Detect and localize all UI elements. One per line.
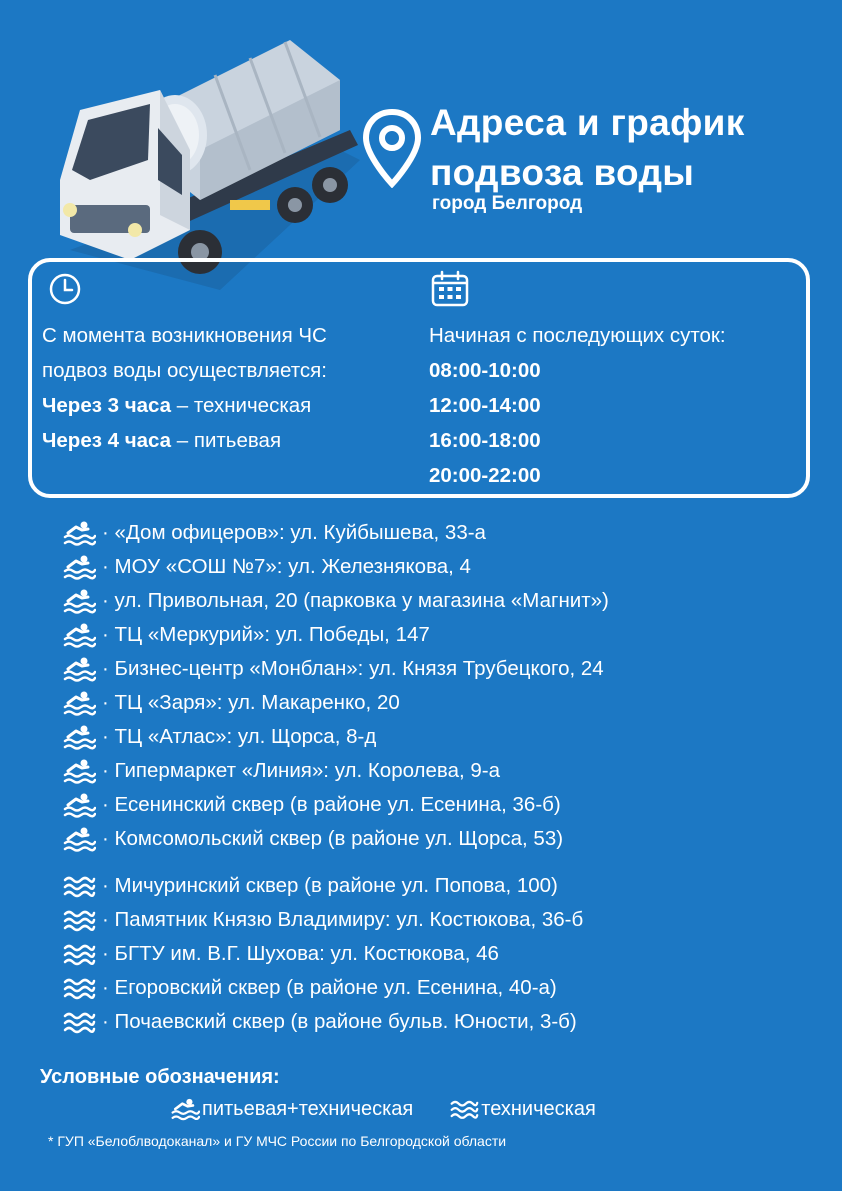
waves-icon [62,1009,96,1035]
legend-label-technical: техническая [481,1097,596,1120]
address-text: · ТЦ «Меркурий»: ул. Победы, 147 [102,623,430,646]
legend-label-drinking-technical: питьевая+техническая [202,1097,414,1120]
swimmer-waves-icon [62,724,96,750]
waves-icon [449,1097,479,1121]
swimmer-waves-icon [62,656,96,682]
address-item [62,686,609,720]
drinking-time-label: – питьевая [171,429,282,452]
drinking-water-time [42,423,327,458]
address-text: · Гипермаркет «Линия»: ул. Королева, 9-а [102,759,500,782]
legend-item-technical [449,1097,596,1121]
swimmer-waves-icon [62,690,96,716]
schedule-slot: 16:00-18:00 [429,429,541,452]
footnote: * ГУП «Белоблводоканал» и ГУ МЧС России по Белгородской области [48,1133,507,1149]
address-item [62,822,609,856]
waves-icon [62,907,96,933]
address-text: · ТЦ «Атлас»: ул. Щорса, 8-д [102,725,377,748]
technical-time-label: – техническая [171,394,312,417]
address-item [62,584,609,618]
page-title [430,98,745,198]
group-spacer [62,856,609,869]
address-text: · Памятник Князю Владимиру: ул. Костюкова, 36-б [102,908,584,931]
swimmer-waves-icon [62,554,96,580]
title-line-1: Адреса и график [430,102,745,143]
address-text: · Почаевский сквер (в районе бульв. Юности, 3-б) [102,1010,577,1033]
page-subtitle: город Белгород [432,193,583,214]
address-item [62,788,609,822]
address-item [62,869,609,903]
address-text: · МОУ «СОШ №7»: ул. Железнякова, 4 [102,555,471,578]
title-line-2: подвоза воды [430,152,695,193]
address-text: · Есенинский сквер (в районе ул. Есенина, 36-б) [102,793,561,816]
technical-water-time [42,388,327,423]
waves-icon [62,975,96,1001]
address-text: · Мичуринский сквер (в районе ул. Попова, 100) [102,874,558,897]
address-item [62,754,609,788]
address-text: · ТЦ «Заря»: ул. Макаренко, 20 [102,691,400,714]
address-item [62,1005,609,1039]
address-item [62,720,609,754]
calendar-icon [430,270,470,308]
address-group-drinking-technical [62,516,609,856]
schedule-heading: Начиная с последующих суток: [429,324,726,347]
emergency-delivery-info [42,318,327,458]
delivery-info-box [28,258,810,498]
address-text: · Егоровский сквер (в районе ул. Есенина, 40-а) [102,976,557,999]
location-pin-icon [362,108,422,188]
address-item [62,516,609,550]
address-list [62,516,609,1039]
swimmer-waves-icon [62,520,96,546]
address-text: · БГТУ им. В.Г. Шухова: ул. Костюкова, 46 [102,942,499,965]
waves-icon [62,941,96,967]
schedule-slot: 12:00-14:00 [429,394,541,417]
schedule-slot: 08:00-10:00 [429,359,541,382]
address-text: · Бизнес-центр «Монблан»: ул. Князя Трубецкого, 24 [102,657,604,680]
address-group-technical [62,869,609,1039]
legend [170,1097,596,1121]
swimmer-waves-icon [62,792,96,818]
address-item [62,550,609,584]
address-item [62,937,609,971]
clock-icon [48,272,82,306]
legend-title: Условные обозначения: [40,1066,280,1088]
address-text: · «Дом офицеров»: ул. Куйбышева, 33-а [102,521,486,544]
swimmer-waves-icon [62,758,96,784]
emergency-line-1: С момента возникновения ЧС [42,324,327,347]
address-item [62,903,609,937]
address-item [62,652,609,686]
swimmer-waves-icon [62,588,96,614]
drinking-time-bold: Через 4 часа [42,429,172,452]
address-item [62,971,609,1005]
swimmer-waves-icon [62,826,96,852]
daily-schedule [429,318,726,493]
swimmer-waves-icon [170,1097,200,1121]
legend-item-drinking-technical [170,1097,413,1121]
emergency-line-2: подвоз воды осуществляется: [42,359,327,382]
address-text: · Комсомольский сквер (в районе ул. Щорса, 53) [102,827,564,850]
waves-icon [62,873,96,899]
address-item [62,618,609,652]
swimmer-waves-icon [62,622,96,648]
schedule-slot: 20:00-22:00 [429,464,541,487]
address-text: · ул. Привольная, 20 (парковка у магазина «Магнит») [102,589,609,612]
technical-time-bold: Через 3 часа [42,394,172,417]
